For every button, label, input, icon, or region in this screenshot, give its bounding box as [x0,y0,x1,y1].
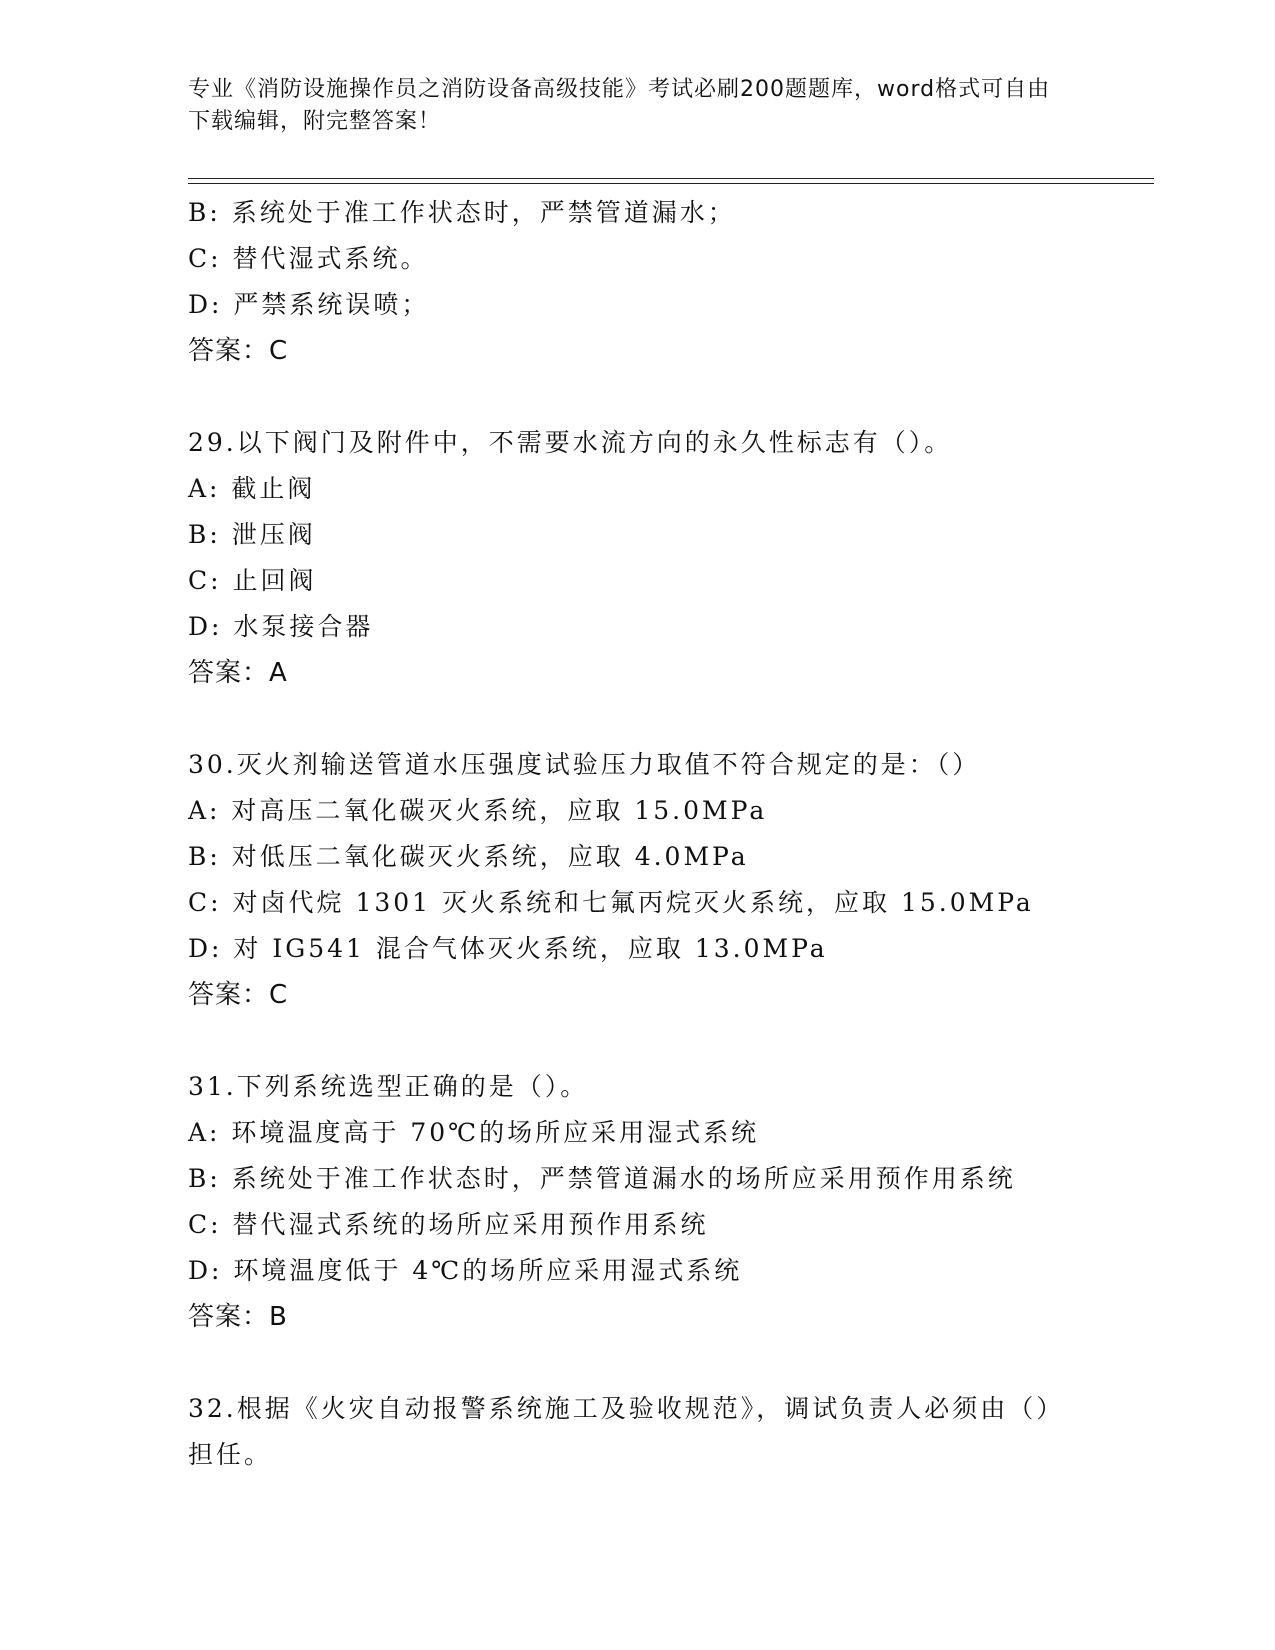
prev-answer: 答案：C [188,336,289,366]
spacer [188,1018,1088,1064]
question-31-option-c: C: 替代湿式系统的场所应采用预作用系统 [188,1210,709,1239]
spacer [188,1340,1088,1386]
question-31-option-a: A: 环境温度高于 70℃的场所应采用湿式系统 [188,1118,760,1147]
question-30-answer: 答案：C [188,980,289,1010]
document-header: 专业《消防设施操作员之消防设备高级技能》考试必刷200题题库，word格式可自由下载编辑，附完整答案！ [188,77,1051,134]
question-29-option-b: B: 泄压阀 [188,520,316,549]
question-32-text: 32.根据《火灾自动报警系统施工及验收规范》，调试负责人必须由（）担任。 [188,1394,1065,1469]
question-30-option-c: C: 对卤代烷 1301 灭火系统和七氟丙烷灭火系统，应取 15.0MPa [188,888,1034,917]
prev-option-d: D: 严禁系统误喷； [188,290,430,319]
prev-option-b: B: 系统处于准工作状态时，严禁管道漏水； [188,198,736,227]
question-29-option-a: A: 截止阀 [188,474,316,503]
question-31-answer: 答案：B [188,1302,288,1332]
document-body [188,190,1088,1478]
question-31-text: 31.下列系统选型正确的是（）。 [188,1072,589,1101]
question-30-option-a: A: 对高压二氧化碳灭火系统，应取 15.0MPa [188,796,768,825]
prev-option-c: C: 替代湿式系统。 [188,244,429,273]
question-29-text: 29.以下阀门及附件中，不需要水流方向的永久性标志有（）。 [188,428,953,457]
question-30-option-b: B: 对低压二氧化碳灭火系统，应取 4.0MPa [188,842,749,871]
question-29-option-d: D: 水泵接合器 [188,612,374,641]
question-29-answer: 答案：A [188,658,288,688]
question-31-option-b: B: 系统处于准工作状态时，严禁管道漏水的场所应采用预作用系统 [188,1164,1016,1193]
question-29-option-c: C: 止回阀 [188,566,317,595]
question-30-option-d: D: 对 IG541 混合气体灭火系统，应取 13.0MPa [188,934,828,963]
spacer [188,374,1088,420]
header-rule-top [188,178,1154,179]
question-30-text: 30.灭火剂输送管道水压强度试验压力取值不符合规定的是：（） [188,750,981,779]
spacer [188,696,1088,742]
header-rule-bottom [188,183,1154,184]
question-31-option-d: D: 环境温度低于 4℃的场所应采用湿式系统 [188,1256,743,1285]
